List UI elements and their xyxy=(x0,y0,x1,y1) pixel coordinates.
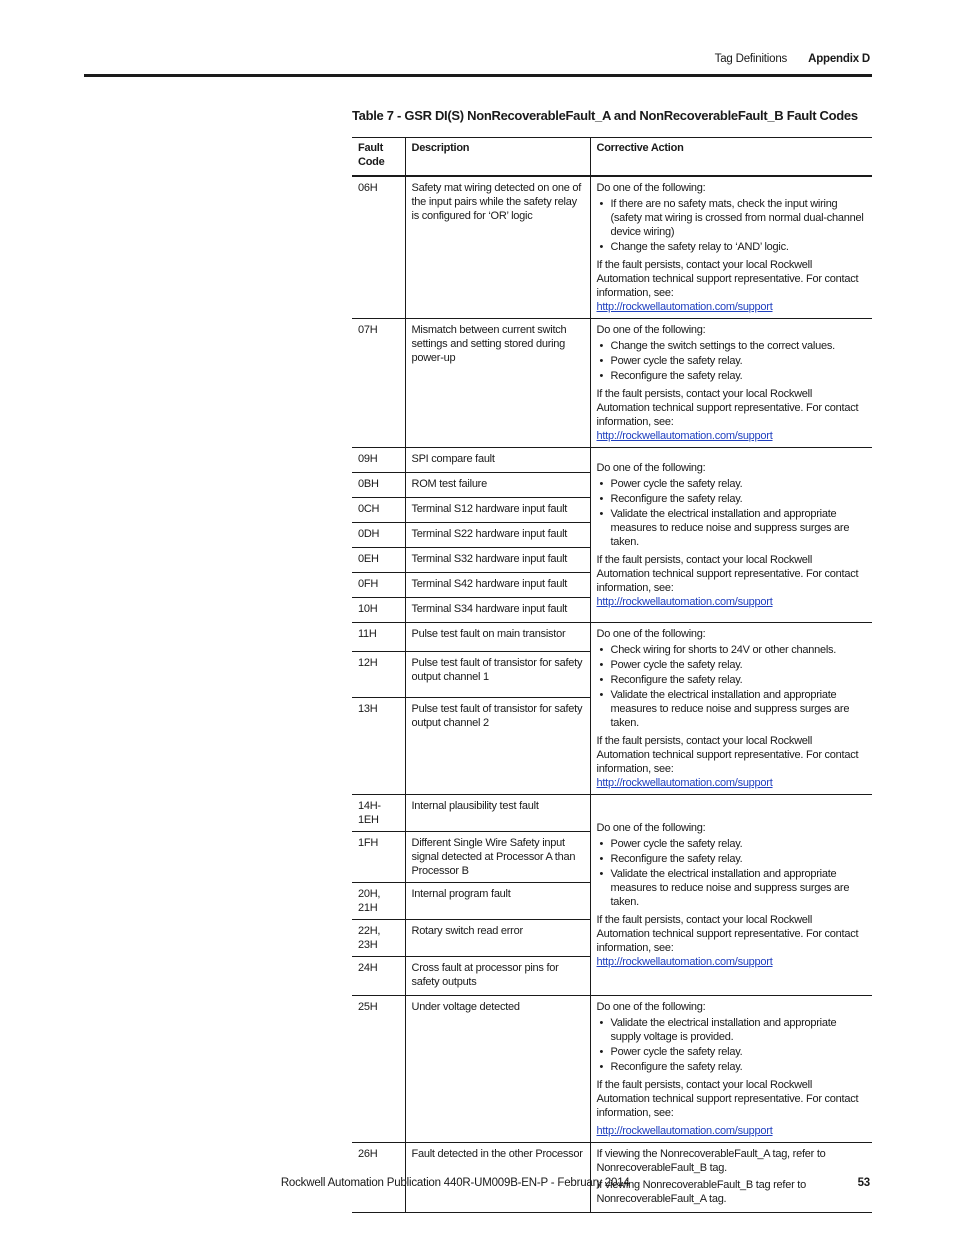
table-caption: Table 7 - GSR DI(S) NonRecoverableFault_A and NonRecoverableFault_B Fault Codes xyxy=(352,108,858,123)
fault-description: Terminal S34 hardware input fault xyxy=(405,598,590,623)
fault-description: ROM test failure xyxy=(405,473,590,498)
list-item: • Power cycle the safety relay. xyxy=(597,1045,867,1059)
fault-description: Internal program fault xyxy=(405,883,590,920)
page-footer xyxy=(281,1177,870,1189)
fault-description: Rotary switch read error xyxy=(405,920,590,957)
action-note xyxy=(597,387,867,443)
fault-code: 10H xyxy=(352,598,405,623)
list-item: • Reconfigure the safety relay. xyxy=(597,673,867,687)
column-header-description: Description xyxy=(405,138,590,177)
fault-code: 0CH xyxy=(352,498,405,523)
action-note xyxy=(597,913,867,969)
table-header-row xyxy=(352,138,872,177)
support-note: If the fault persists, contact your local Rockwell Automation technical support representative. For contact information, see: xyxy=(596,388,859,428)
action-paragraph: If viewing the NonrecoverableFault_A tag, refer to NonrecoverableFault_B tag. xyxy=(596,1148,826,1174)
action-list xyxy=(597,837,867,909)
list-item: • Validate the electrical installation and appropriate measures to reduce noise and suppress surges are taken. xyxy=(597,507,867,549)
action-paragraph: If viewing NonrecoverableFault_B tag refer to NonrecoverableFault_A tag. xyxy=(596,1179,806,1205)
list-item: • Change the switch settings to the correct values. xyxy=(597,339,867,353)
running-header xyxy=(715,53,870,65)
header-section-title: Tag Definitions xyxy=(714,53,788,65)
list-item: • If there are no safety mats, check the input wiring (safety mat wiring is crossed from normal dual-channel device wiring) xyxy=(597,197,867,239)
action-note xyxy=(597,734,867,790)
fault-code-table xyxy=(352,137,872,1213)
fault-code: 0DH xyxy=(352,523,405,548)
column-header-corrective-action: Corrective Action xyxy=(590,138,872,177)
action-intro: Do one of the following: xyxy=(596,628,706,640)
action-list xyxy=(597,477,867,549)
corrective-action xyxy=(590,996,872,1143)
action-list xyxy=(597,197,867,254)
fault-code: 0BH xyxy=(352,473,405,498)
action-intro: Do one of the following: xyxy=(596,324,706,336)
fault-description: Terminal S12 hardware input fault xyxy=(405,498,590,523)
support-link[interactable]: http://rockwellautomation.com/support xyxy=(596,430,773,442)
support-link[interactable]: http://rockwellautomation.com/support xyxy=(596,301,773,313)
fault-code: 12H xyxy=(352,652,405,698)
fault-description: Pulse test fault on main transistor xyxy=(405,623,590,652)
action-intro: Do one of the following: xyxy=(596,822,706,834)
list-item: • Change the safety relay to ‘AND’ logic. xyxy=(597,240,867,254)
fault-code: 0FH xyxy=(352,573,405,598)
list-item: • Reconfigure the safety relay. xyxy=(597,369,867,383)
list-item: • Validate the electrical installation and appropriate measures to reduce noise and suppress surges are taken. xyxy=(597,688,867,730)
list-item: • Validate the electrical installation and appropriate supply voltage is provided. xyxy=(597,1016,867,1044)
action-list xyxy=(597,1016,867,1074)
corrective-action xyxy=(590,623,872,795)
fault-description: Different Single Wire Safety input signal detected at Processor A than Processor B xyxy=(405,832,590,883)
table-row xyxy=(352,623,872,652)
table-row xyxy=(352,795,872,832)
table-row xyxy=(352,176,872,319)
list-item: • Power cycle the safety relay. xyxy=(597,837,867,851)
support-note: If the fault persists, contact your local Rockwell Automation technical support representative. For contact information, see: xyxy=(596,1079,859,1119)
fault-description: Under voltage detected xyxy=(405,996,590,1143)
support-link[interactable]: http://rockwellautomation.com/support xyxy=(596,956,773,968)
fault-description: SPI compare fault xyxy=(405,448,590,473)
header-appendix-label: Appendix D xyxy=(808,53,870,65)
fault-description: Safety mat wiring detected on one of the input pairs while the safety relay is configured for ‘OR’ logic xyxy=(405,176,590,319)
fault-code: 06H xyxy=(352,176,405,319)
fault-code: 11H xyxy=(352,623,405,652)
fault-description: Terminal S42 hardware input fault xyxy=(405,573,590,598)
page-number: 53 xyxy=(857,1177,870,1189)
action-note xyxy=(597,258,867,314)
support-link[interactable]: http://rockwellautomation.com/support xyxy=(596,777,773,789)
support-link[interactable]: http://rockwellautomation.com/support xyxy=(596,596,773,608)
action-intro: Do one of the following: xyxy=(596,1001,706,1013)
fault-code: 20H, 21H xyxy=(352,883,405,920)
header-rule xyxy=(84,74,872,77)
list-item: • Reconfigure the safety relay. xyxy=(597,852,867,866)
column-header-fault-code: Fault Code xyxy=(352,138,405,177)
fault-description: Pulse test fault of transistor for safety output channel 2 xyxy=(405,698,590,795)
corrective-action xyxy=(590,176,872,319)
list-item: • Validate the electrical installation and appropriate measures to reduce noise and suppress surges are taken. xyxy=(597,867,867,909)
fault-description: Cross fault at processor pins for safety outputs xyxy=(405,957,590,996)
support-note: If the fault persists, contact your local Rockwell Automation technical support representative. For contact information, see: xyxy=(596,259,859,299)
table-row xyxy=(352,996,872,1143)
list-item: • Power cycle the safety relay. xyxy=(597,354,867,368)
fault-code: 25H xyxy=(352,996,405,1143)
action-list xyxy=(597,643,867,730)
support-note: If the fault persists, contact your local Rockwell Automation technical support representative. For contact information, see: xyxy=(596,554,859,594)
table-row xyxy=(352,319,872,448)
list-item: • Reconfigure the safety relay. xyxy=(597,1060,867,1074)
action-note xyxy=(597,553,867,609)
fault-description: Pulse test fault of transistor for safety output channel 1 xyxy=(405,652,590,698)
fault-code: 22H, 23H xyxy=(352,920,405,957)
fault-description: Fault detected in the other Processor xyxy=(405,1143,590,1213)
support-link[interactable]: http://rockwellautomation.com/support xyxy=(596,1125,773,1137)
support-note: If the fault persists, contact your local Rockwell Automation technical support representative. For contact information, see: xyxy=(596,914,859,954)
action-note xyxy=(597,1078,867,1138)
fault-code: 14H-1EH xyxy=(352,795,405,832)
fault-description: Terminal S32 hardware input fault xyxy=(405,548,590,573)
fault-code: 24H xyxy=(352,957,405,996)
fault-code: 09H xyxy=(352,448,405,473)
fault-code: 07H xyxy=(352,319,405,448)
corrective-action xyxy=(590,448,872,623)
list-item: • Reconfigure the safety relay. xyxy=(597,492,867,506)
action-list xyxy=(597,339,867,383)
fault-code: 1FH xyxy=(352,832,405,883)
publication-info: Rockwell Automation Publication 440R-UM009B-EN-P - February 2014 xyxy=(280,1177,630,1189)
fault-description: Terminal S22 hardware input fault xyxy=(405,523,590,548)
action-intro: Do one of the following: xyxy=(596,462,706,474)
fault-description: Internal plausibility test fault xyxy=(405,795,590,832)
table-row xyxy=(352,448,872,473)
list-item: • Power cycle the safety relay. xyxy=(597,658,867,672)
fault-code: 13H xyxy=(352,698,405,795)
list-item: • Power cycle the safety relay. xyxy=(597,477,867,491)
support-note: If the fault persists, contact your local Rockwell Automation technical support representative. For contact information, see: xyxy=(596,735,859,775)
fault-code: 0EH xyxy=(352,548,405,573)
action-intro: Do one of the following: xyxy=(596,182,706,194)
corrective-action xyxy=(590,319,872,448)
fault-code: 26H xyxy=(352,1143,405,1213)
list-item: • Check wiring for shorts to 24V or other channels. xyxy=(597,643,867,657)
corrective-action xyxy=(590,795,872,996)
fault-description: Mismatch between current switch settings and setting stored during power-up xyxy=(405,319,590,448)
